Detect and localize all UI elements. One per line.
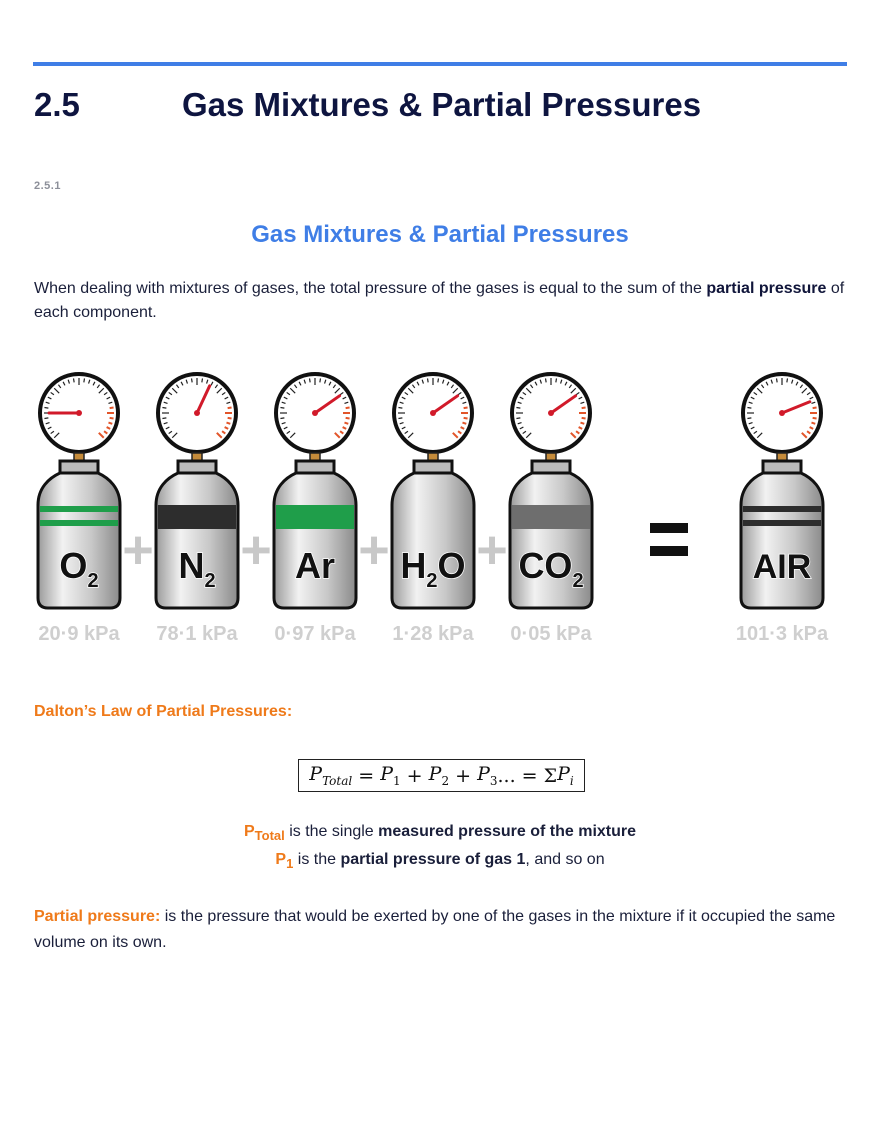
equals-sign-bottom: [650, 546, 688, 556]
partial-pressure-definition: [34, 904, 854, 956]
intro-text: When dealing with mixtures of gases, the total pressure of the gases is equal to the sum of the: [34, 280, 707, 297]
intro-bold-term: partial pressure: [706, 280, 827, 297]
equals-sign-top: [650, 523, 688, 533]
cylinder-label: $N_2$: [178, 545, 216, 592]
top-rule: [33, 62, 847, 66]
partial-label: Partial pressure:: [34, 908, 161, 925]
air-cylinder: [736, 374, 829, 645]
pressure-label: 0·97 kPa: [274, 623, 356, 645]
section-number: 2.5: [34, 86, 80, 123]
pressure-label: 20·9 kPa: [38, 623, 120, 645]
definition-symbol: $P_{Total}$: [243, 823, 285, 844]
pressure-label: 1·28 kPa: [392, 623, 474, 645]
gas-cylinder: [392, 374, 474, 645]
plus-sign: +: [122, 520, 154, 580]
cylinder-label: Ar: [294, 545, 336, 586]
eq-p2: $P_2$: [428, 763, 450, 788]
partial-text: is the pressure that would be exerted by one of the gases in the mixture if it occupied the same volume on its own.: [34, 908, 836, 951]
cylinder-label: $CO_2$: [518, 545, 584, 592]
subsection-number: 2.5.1: [34, 180, 61, 192]
intro-paragraph: [34, 277, 854, 325]
eq-p1: $P_1$: [380, 763, 401, 788]
gas-cylinder: [274, 374, 356, 645]
plus-sign: +: [358, 520, 390, 580]
pressure-label: 78·1 kPa: [156, 623, 238, 645]
definition-symbol: $P_1$: [275, 851, 294, 872]
cylinder-label: $H_2O$: [400, 545, 466, 592]
eq-pi: $P_i$: [557, 763, 574, 788]
eq-ptotal: $P_{Total}$: [309, 763, 353, 788]
subsection-title: Gas Mixtures & Partial Pressures: [251, 221, 629, 248]
gas-cylinder: [510, 374, 592, 645]
pressure-label: 101·3 kPa: [735, 623, 829, 645]
intro-text-end: of each component.: [34, 280, 845, 321]
plus-sign: +: [476, 520, 508, 580]
pressure-label: 0·05 kPa: [510, 623, 592, 645]
gas-cylinder: [156, 374, 238, 645]
gas-cylinder: [38, 374, 120, 645]
definition-p1: $P_1$ is the partial pressure of gas 1, and so on: [275, 851, 605, 872]
section-title: Gas Mixtures & Partial Pressures: [182, 86, 702, 123]
law-title: Dalton’s Law of Partial Pressures:: [34, 703, 293, 720]
cylinder-label: AIR: [752, 548, 812, 586]
eq-p3: $P_3$: [477, 763, 498, 788]
gas-cylinders-figure: [0, 360, 880, 660]
plus-sign: +: [240, 520, 272, 580]
eq-sigma: Σ: [543, 764, 558, 787]
definition-ptotal: $P_{Total}$ is the single measured pressure of the mixture: [243, 823, 637, 844]
cylinder-label: $O_2$: [59, 545, 99, 592]
dalton-equation: $P_{Total}$ = $P_1$ + $P_2$ + $P_3$ ... = Σ $P_i$: [298, 759, 585, 792]
